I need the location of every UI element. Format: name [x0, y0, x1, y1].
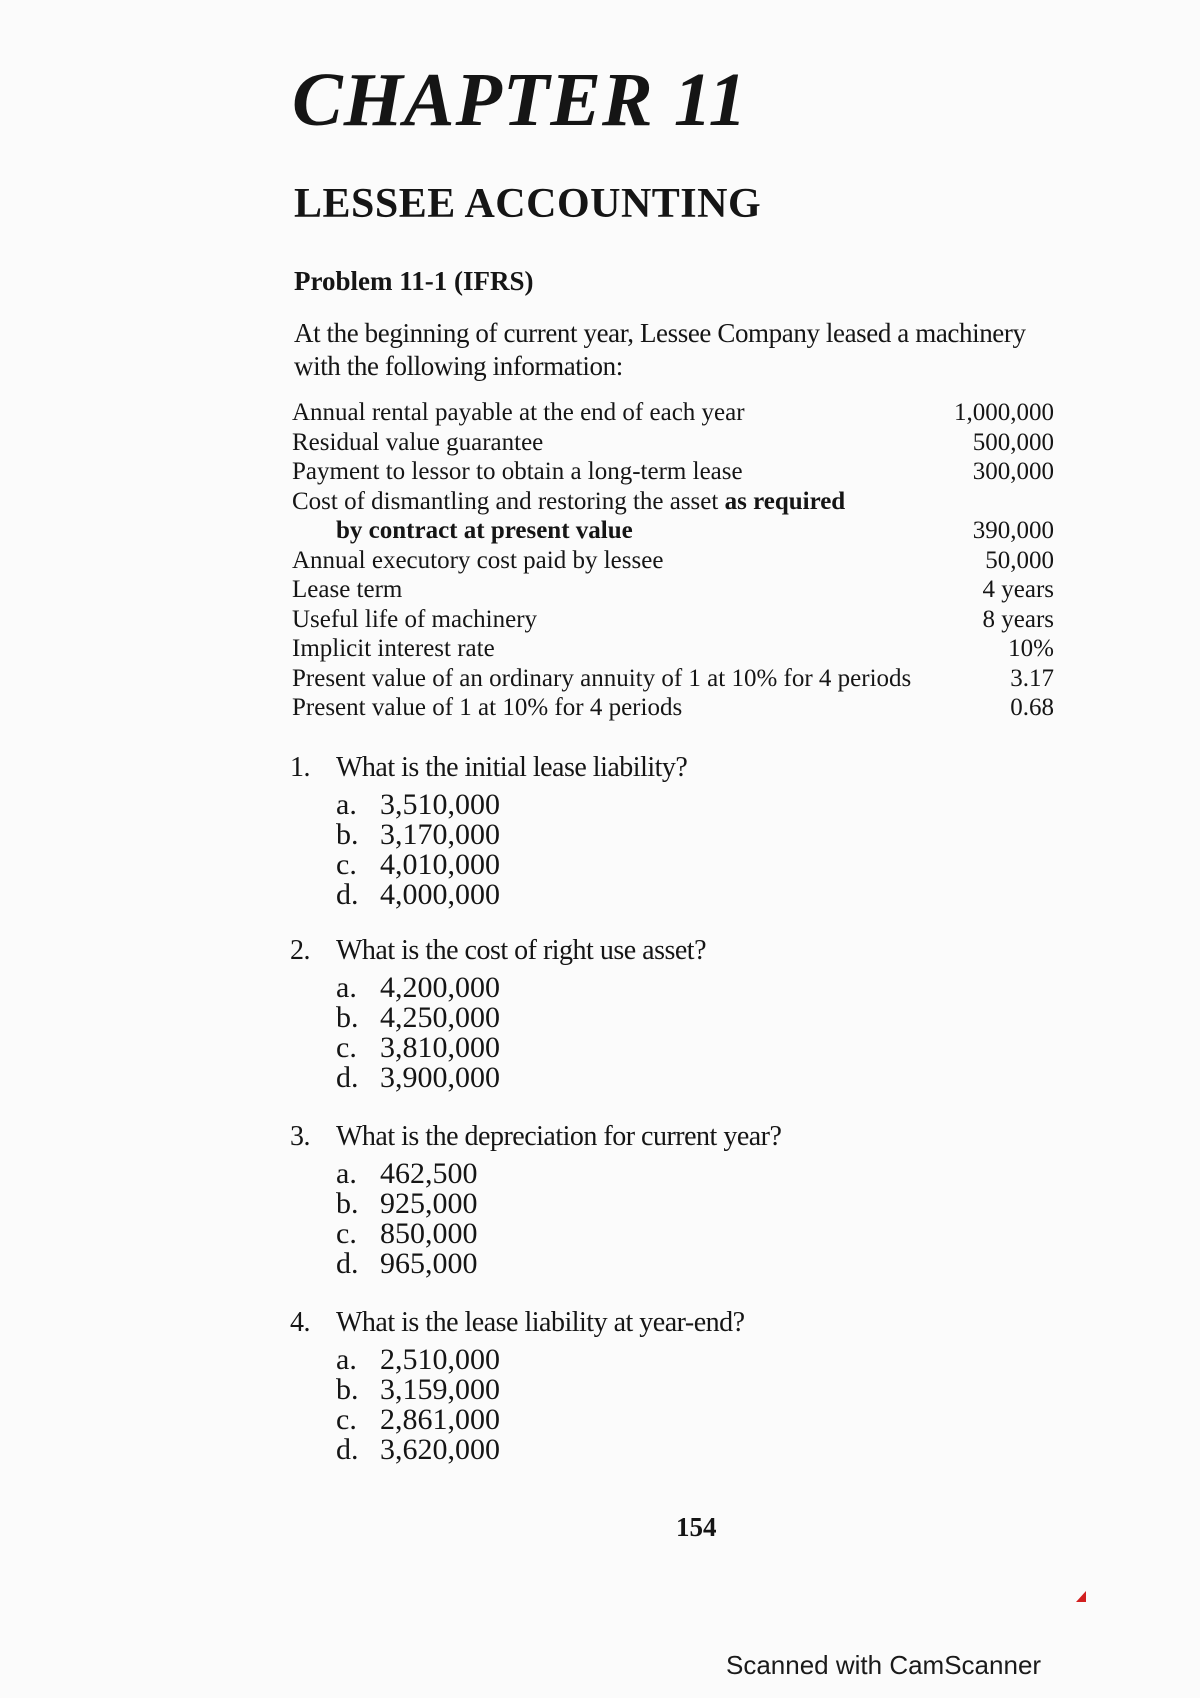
info-value: 4 years: [982, 576, 1054, 603]
info-row: [292, 398, 1054, 428]
answer-option: [336, 880, 1050, 910]
info-label: Implicit interest rate: [292, 635, 495, 662]
page-number: 154: [676, 1512, 717, 1542]
answer-options: [290, 1159, 1050, 1279]
lease-info-table: [292, 398, 1054, 723]
info-label: Annual rental payable at the end of each year: [292, 399, 745, 426]
option-letter: a.: [336, 788, 357, 821]
question-prompt: What is the lease liability at year-end?: [336, 1307, 745, 1338]
option-letter: d.: [336, 1061, 359, 1094]
option-value: 462,500: [380, 1157, 478, 1190]
question-text: [290, 935, 1050, 967]
info-row: [292, 457, 1054, 487]
question-number: 2.: [290, 935, 310, 966]
option-value: 965,000: [380, 1247, 478, 1280]
option-letter: a.: [336, 1343, 357, 1376]
option-letter: a.: [336, 971, 357, 1004]
option-letter: b.: [336, 1373, 359, 1406]
answer-option: [336, 790, 1050, 820]
info-label: Payment to lessor to obtain a long-term lease: [292, 458, 743, 485]
option-value: 3,900,000: [380, 1061, 500, 1094]
question-text: [290, 752, 1050, 784]
question-prompt: What is the depreciation for current year?: [336, 1121, 782, 1152]
answer-option: [336, 1063, 1050, 1093]
info-value: 10%: [1008, 635, 1054, 662]
answer-option: [336, 1435, 1050, 1465]
option-value: 2,861,000: [380, 1403, 500, 1436]
option-letter: d.: [336, 878, 359, 911]
info-label: Useful life of machinery: [292, 605, 538, 633]
answer-option: [336, 1003, 1050, 1033]
info-value: 500,000: [972, 428, 1054, 456]
section-title: LESSEE ACCOUNTING: [294, 181, 762, 227]
answer-option: [336, 1159, 1050, 1189]
problem-intro: At the beginning of current year, Lessee Company leased a machinery with the following information:: [294, 318, 1026, 381]
info-row: [292, 546, 1054, 576]
info-value: 8 years: [982, 605, 1054, 633]
question-number: 3.: [290, 1121, 310, 1152]
info-label: Lease term: [292, 576, 403, 603]
info-value: 0.68: [1010, 694, 1054, 721]
question-prompt: What is the cost of right use asset?: [336, 935, 707, 966]
question-text: [290, 1307, 1050, 1339]
option-value: 4,250,000: [380, 1001, 500, 1034]
info-value: 300,000: [972, 458, 1054, 485]
answer-option: [336, 1033, 1050, 1063]
answer-options: [290, 790, 1050, 910]
option-letter: a.: [336, 1157, 357, 1190]
answer-options: [290, 973, 1050, 1093]
option-value: 925,000: [380, 1187, 478, 1220]
info-row: [292, 516, 1054, 546]
answer-option: [336, 1219, 1050, 1249]
question-3: [290, 1121, 1050, 1279]
option-value: 4,200,000: [380, 971, 500, 1004]
answer-options: [290, 1345, 1050, 1465]
question-1: [290, 752, 1050, 910]
info-value: 1,000,000: [954, 399, 1054, 426]
info-value: 3.17: [1010, 664, 1054, 692]
info-label-plain: Cost of dismantling and restoring the asset: [292, 487, 725, 515]
chapter-title: CHAPTER 11: [292, 58, 748, 142]
info-label: Annual executory cost paid by lessee: [292, 546, 664, 574]
option-value: 3,159,000: [380, 1373, 500, 1406]
question-2: [290, 935, 1050, 1093]
option-value: 3,810,000: [380, 1031, 500, 1064]
question-text: [290, 1121, 1050, 1153]
answer-option: [336, 1405, 1050, 1435]
info-row: [292, 605, 1054, 635]
answer-option: [336, 850, 1050, 880]
problem-heading: Problem 11-1 (IFRS): [294, 266, 534, 296]
info-value: 390,000: [972, 517, 1054, 544]
option-letter: c.: [336, 1403, 357, 1436]
answer-option: [336, 1189, 1050, 1219]
info-value: 50,000: [985, 546, 1054, 574]
option-letter: c.: [336, 1217, 357, 1250]
option-letter: b.: [336, 818, 359, 851]
option-letter: b.: [336, 1187, 359, 1220]
question-prompt: What is the initial lease liability?: [336, 752, 688, 783]
option-letter: d.: [336, 1247, 359, 1280]
scanner-watermark: Scanned with CamScanner: [726, 1650, 1042, 1680]
answer-option: [336, 820, 1050, 850]
info-label: [292, 487, 845, 517]
corner-mark-icon: [1076, 1591, 1086, 1602]
info-row: [292, 664, 1054, 694]
info-label-bold: as required: [724, 487, 846, 515]
info-row: [292, 575, 1054, 605]
info-label: Present value of 1 at 10% for 4 periods: [292, 694, 683, 721]
option-value: 850,000: [380, 1217, 478, 1250]
question-number: 1.: [290, 752, 310, 783]
option-value: 4,010,000: [380, 848, 500, 881]
answer-option: [336, 1345, 1050, 1375]
info-label: Present value of an ordinary annuity of 1 at 10% for 4 periods: [292, 664, 912, 692]
option-value: 3,170,000: [380, 818, 500, 851]
info-row: [292, 634, 1054, 664]
answer-option: [336, 1375, 1050, 1405]
answer-option: [336, 973, 1050, 1003]
info-label: Residual value guarantee: [292, 428, 544, 456]
question-number: 4.: [290, 1307, 310, 1338]
question-4: [290, 1307, 1050, 1465]
option-value: 4,000,000: [380, 878, 500, 911]
info-row: [292, 693, 1054, 723]
option-value: 3,620,000: [380, 1433, 500, 1466]
option-letter: c.: [336, 1031, 357, 1064]
option-letter: d.: [336, 1433, 359, 1466]
option-value: 3,510,000: [380, 788, 500, 821]
info-row: [292, 487, 1054, 517]
option-value: 2,510,000: [380, 1343, 500, 1376]
info-label: by contract at present value: [336, 517, 633, 544]
info-row: [292, 428, 1054, 458]
option-letter: c.: [336, 848, 357, 881]
answer-option: [336, 1249, 1050, 1279]
option-letter: b.: [336, 1001, 359, 1034]
